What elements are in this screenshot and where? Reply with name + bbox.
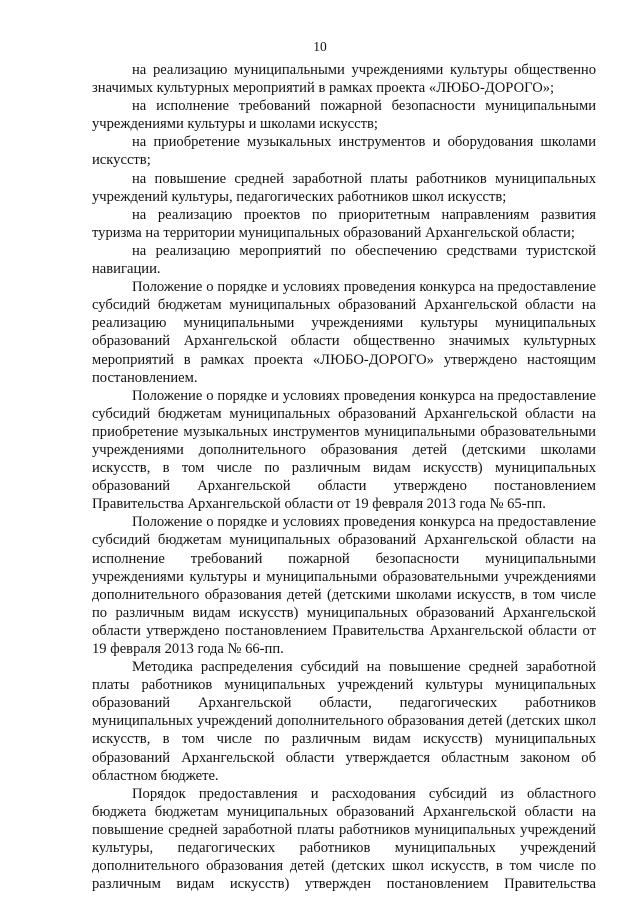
paragraph-5: на реализацию проектов по приоритетным направлениям развития туризма на территории муниципальных образований Архангельской области; [92,206,596,241]
document-body [92,61,596,893]
paragraph-1: на реализацию муниципальными учреждениями культуры общественно значимых культурных мероприятий в рамках проекта «ЛЮБО-ДОРОГО»; [92,62,596,97]
paragraph-3: на приобретение музыкальных инструментов и оборудования школами искусств; [92,134,596,169]
page-number: 10 [313,39,327,54]
paragraph-4: на повышение средней заработной платы работников муниципальных учреждений культуры, педагогических работников школ искусств; [92,170,596,205]
paragraph-10: Методика распределения субсидий на повышение средней заработной платы работников муниципальных учреждений культуры муниципальных образований Архангельской области, педагогических работников муниципальных учреждений дополнительного образования детей (детских школ искусств, в том числе по различным видам искусств) муниципальных образований Архангельской области утверждается областным законом об областном бюджете. [92,659,596,784]
paragraph-6: на реализацию мероприятий по обеспечению средствами туристской навигации. [92,242,596,278]
paragraph-11: Порядок предоставления и расходования субсидий из областного бюджета бюджетам муниципальных образований Архангельской области на повышение средней заработной платы работников муниципальных учреждений культуры, педагогических работников муниципальных учреждений дополнительного образования детей (детских школ искусств, в том числе по различным видам искусств) утвержден постановлением Правительства [92,785,596,893]
paragraph-2: на исполнение требований пожарной безопасности муниципальными учреждениями культуры и школами искусств; [92,98,596,133]
paragraph-8: Положение о порядке и условиях проведения конкурса на предоставление субсидий бюджетам муниципальных образований Архангельской области на приобретение музыкальных инструментов муниципальными образовательными учреждениями дополнительного образования детей (детскими школами искусств, в том числе по различным видам искусств) муниципальных образований Архангельской области утверждено постановлением Правительства Архангельской области от 19 февраля 2013 года № 65-пп. [92,387,596,513]
paragraph-9: Положение о порядке и условиях проведения конкурса на предоставление субсидий бюджетам муниципальных образований Архангельской области на исполнение требований пожарной безопасности муниципальными учреждениями культуры и муниципальными образовательными учреждениями дополнительного образования детей (детскими школами искусств, в том числе по различным видам искусств) муниципальных образований Архангельской области утверждено постановлением Правительства Архангельской области от 19 февраля 2013 года № 66-пп. [92,514,596,657]
paragraph-7: Положение о порядке и условиях проведения конкурса на предоставление субсидий бюджетам муниципальных образований Архангельской области на реализацию муниципальными учреждениями культуры муниципальных образований Архангельской области общественно значимых культурных мероприятий в рамках проекта «ЛЮБО-ДОРОГО» утверждено настоящим постановлением. [92,279,596,386]
